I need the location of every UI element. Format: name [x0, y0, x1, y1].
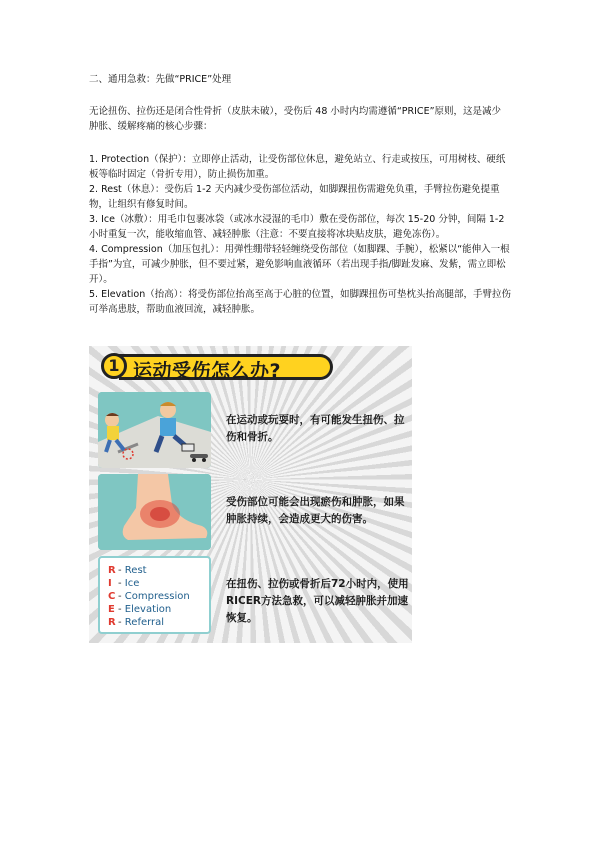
- illustration-panel-playing: [98, 392, 211, 468]
- section-heading: 二、通用急救：先做“PRICE”处理: [89, 74, 232, 85]
- caption-ricer-method: 在扭伤、拉伤或骨折后72小时内，使用RICER方法急救，可以减轻肿胀并加速恢复。: [226, 578, 409, 624]
- step-compression: 4. Compression（加压包扎）：用弹性绷带轻轻缠绕受伤部位（如脚踝、手腕），松紧以“能伸入一根手指”为宜，可减少肿胀，但不要过紧，避免影响血液循环（若出现手指/脚趾发麻、发紫，需立即松开）。: [89, 244, 510, 285]
- ricer-item-rest: R - Rest: [108, 565, 147, 576]
- poster-title: 运动受伤怎么办?: [133, 360, 282, 382]
- step-protection: 1. Protection（保护）：立即停止活动，让受伤部位休息，避免站立、行走或按压，可用树枝、硬纸板等临时固定（骨折专用），防止损伤加重。: [89, 154, 506, 180]
- step-elevation: 5. Elevation（抬高）：将受伤部位抬高至高于心脏的位置，如脚踝扭伤可垫枕头抬高腿部，手臂拉伤可举高患肢，帮助血液回流，减轻肿胀。: [89, 289, 511, 315]
- price-steps-list: [89, 152, 511, 317]
- number-badge: 1: [101, 353, 127, 379]
- ricer-item-referral: R - Referral: [108, 617, 165, 628]
- illustration-panel-swelling: [98, 474, 211, 550]
- ricer-item-elevation: E - Elevation: [108, 604, 172, 615]
- ricer-item-ice: I - Ice: [108, 578, 140, 589]
- ricer-list-panel: [98, 556, 211, 634]
- kids-injury-illustration: [98, 392, 211, 468]
- intro-paragraph: 无论扭伤、拉伤还是闭合性骨折（皮肤未破），受伤后 48 小时内均需遵循“PRICE”原则，这是减少肿胀、缓解疼痛的核心步骤：: [89, 106, 501, 132]
- step-rest: 2. Rest（休息）：受伤后 1-2 天内减少受伤部位活动，如脚踝扭伤需避免负重，手臂拉伤避免提重物，让组织有修复时间。: [89, 184, 500, 210]
- step-ice: 3. Ice（冰敷）：用毛巾包裹冰袋（或冰水浸湿的毛巾）敷在受伤部位，每次 15-20 分钟，间隔 1-2 小时重复一次，能收缩血管、减轻肿胀（注意：不要直接将冰块贴皮肤，避免冻伤）。: [89, 214, 505, 240]
- caption-injury-risk: 在运动或玩耍时，有可能发生扭伤、拉伤和骨折。: [226, 414, 405, 443]
- sports-injury-poster: [89, 346, 412, 643]
- poster-title-bar: [89, 346, 412, 386]
- caption-swelling: 受伤部位可能会出现瘀伤和肿胀，如果肿胀持续，会造成更大的伤害。: [226, 496, 405, 525]
- ricer-item-compression: C - Compression: [108, 591, 190, 602]
- swollen-ankle-illustration: [98, 474, 211, 550]
